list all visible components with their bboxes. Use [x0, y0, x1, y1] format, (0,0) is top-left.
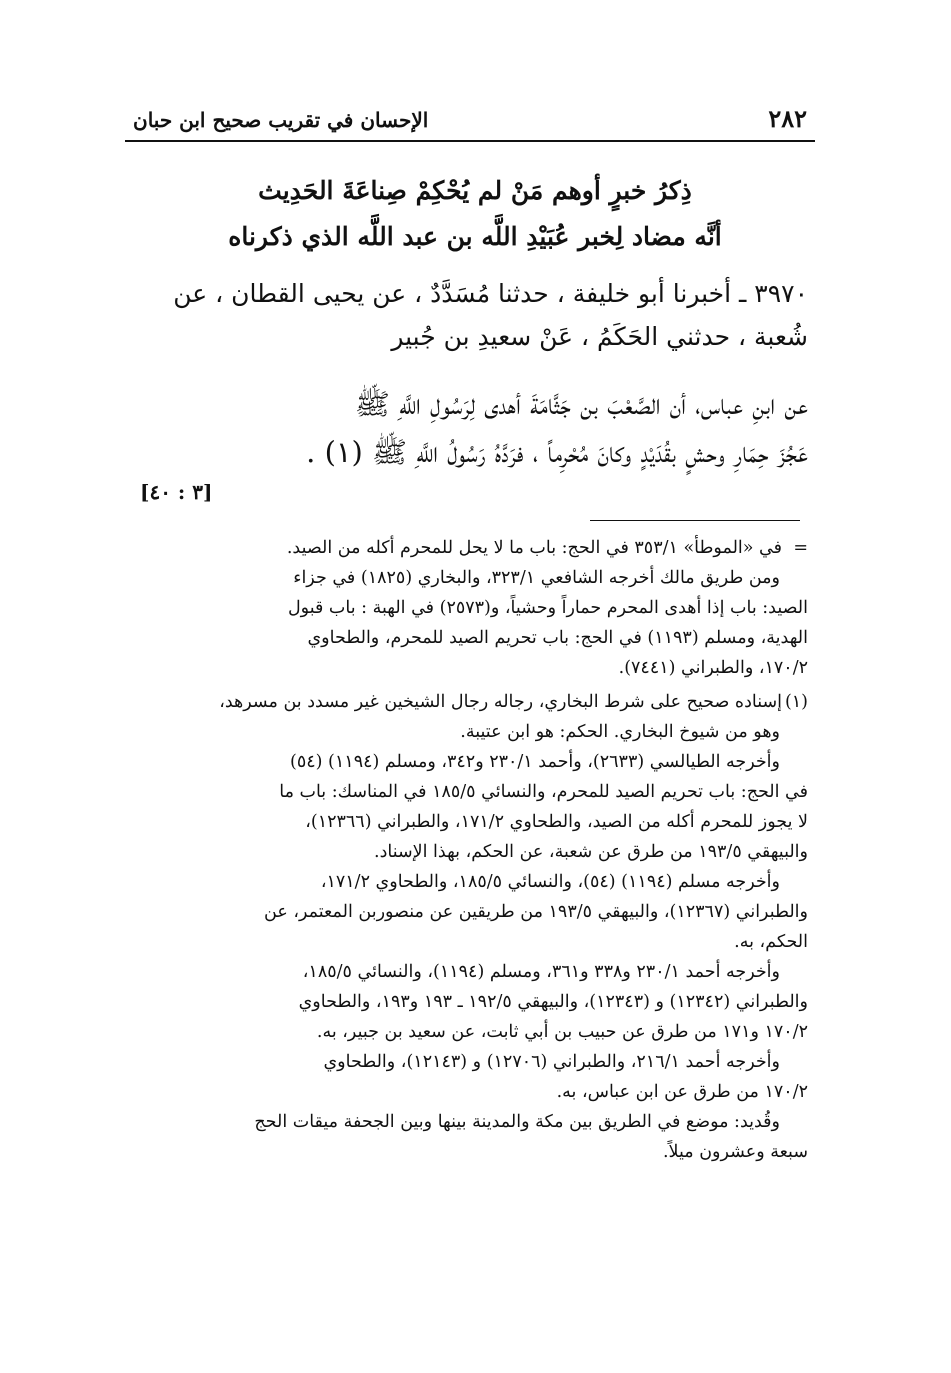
footnote-1-marker: (١)	[784, 692, 808, 712]
footnote-continuation-marker: =	[793, 538, 808, 558]
footnotes	[130, 533, 808, 1171]
footnote-line: الصيد: باب إذا أهدى المحرم حماراً وحشياً، و(٢٥٧٣) في الهبة : باب قبول	[287, 598, 808, 618]
matn-line-2: عَجُزَ حِمَارِ وحشٍ بقُدَيْدٍ وكانَ مُحْرِماً ، فرَدَّهُ رَسُولُ اللَّهِ ﷺ (١) .	[306, 435, 808, 469]
hadith-matn	[140, 380, 808, 476]
footnote-line: وقُديد: موضع في الطريق بين مكة والمدينة بينها وبين الجحفة ميقات الحج	[254, 1112, 780, 1132]
matn-line-1: عن ابنِ عباس، أن الصَّعْبَ بن جَثَّامَةَ أهدى لِرَسُولِ اللَّهِ ﷺ	[354, 387, 808, 421]
footnote-line: في «الموطأ» ٣٥٣/١ في الحج: باب ما لا يحل للمحرم أكله من الصيد.	[286, 538, 782, 558]
footnote-line: سبعة وعشرون ميلاً.	[662, 1142, 808, 1162]
isnad-line-2: شُعبة ، حدثني الحَكَمُ ، عَنْ سعيدِ بن جُبير	[391, 322, 808, 351]
page-number: ٢٨٢	[768, 104, 807, 133]
footnote-line: ومن طريق مالك أخرجه الشافعي ٣٢٣/١، والبخاري (١٨٢٥) في جزاء	[293, 568, 780, 588]
footnote-continuation	[130, 533, 808, 683]
footnote-line: وأخرجه أحمد ٢٣٠/١ و٣٣٨ و٣٦١، ومسلم (١١٩٤)، والنسائي ١٨٥/٥،	[302, 962, 780, 982]
footnote-line: الهدية، ومسلم (١١٩٣) في الحج: باب تحريم الصيد للمحرم، والطحاوي	[307, 628, 808, 648]
footnote-line: والبيهقي ١٩٣/٥ من طرق عن شعبة، عن الحكم، بهذا الإسناد.	[374, 842, 808, 862]
footnote-line: ١٧٠/٢ من طرق عن ابن عباس، به.	[556, 1082, 808, 1102]
hadith-isnad	[140, 272, 808, 358]
footnote-line: وهو من شيوخ البخاري. الحكم: هو ابن عتيبة.	[460, 722, 780, 742]
footnote-line: والطبراني (١٢٣٦٧)، والبيهقي ١٩٣/٥ من طريقين عن منصوربن المعتمر، عن	[264, 902, 808, 922]
isnad-line-1: ٣٩٧٠ ـ أخبرنا أبو خليفة ، حدثنا مُسَدَّدٌ ، عن يحيى القطان ، عن	[173, 279, 808, 308]
footnote-line: ١٧٠/٢، والطبراني (٧٤٤١).	[618, 658, 808, 678]
footnote-line: في الحج: باب تحريم الصيد للمحرم، والنسائي ١٨٥/٥ في المناسك: باب ما	[279, 782, 808, 802]
footnote-1	[130, 687, 808, 1167]
footnote-line: والطبراني (١٢٣٤٢) و (١٢٣٤٣)، والبيهقي ١٩٢/٥ ـ ١٩٣ و١٩٣، والطحاوي	[298, 992, 808, 1012]
chapter-title-line-2: أنَّه مضاد لِخبر عُبَيْدِ اللَّه بن عبد اللَّه الذي ذكرناه	[228, 222, 722, 251]
footnote-line: ١٧٠/٢ و١٧١ من طرق عن حبيب بن أبي ثابت، عن سعيد بن جبير، به.	[316, 1022, 808, 1042]
running-header	[125, 100, 815, 142]
footnote-line: وأخرجه مسلم (١١٩٤) (٥٤)، والنسائي ١٨٥/٥، والطحاوي ١٧١/٢،	[320, 872, 780, 892]
footnote-line: وأخرجه أحمد ٢١٦/١، والطبراني (١٢٧٠٦) و (١٢١٤٣)، والطحاوي	[323, 1052, 780, 1072]
hadith-grading-reference: [٣ : ٤٠]	[140, 480, 213, 504]
footnote-line: وأخرجه الطيالسي (٢٦٣٣)، وأحمد ٢٣٠/١ و٣٤٢، ومسلم (١١٩٤) (٥٤)	[290, 752, 780, 772]
book-title: الإحسان في تقريب صحيح ابن حبان	[133, 108, 429, 132]
chapter-title-line-1: ذِكرُ خبرٍ أوهم مَنْ لم يُحْكِمْ صِناعَةَ الحَدِيث	[258, 176, 692, 205]
chapter-heading	[150, 168, 800, 260]
footnote-line: لا يجوز للمحرم أكله من الصيد، والطحاوي ١٧١/٢، والطبراني (١٢٣٦٦)،	[305, 812, 808, 832]
footnote-line: إسناده صحيح على شرط البخاري، رجاله رجال الشيخين غير مسدد بن مسرهد،	[219, 692, 782, 712]
footnote-line: الحكم، به.	[734, 932, 808, 952]
footnote-separator	[590, 520, 800, 521]
